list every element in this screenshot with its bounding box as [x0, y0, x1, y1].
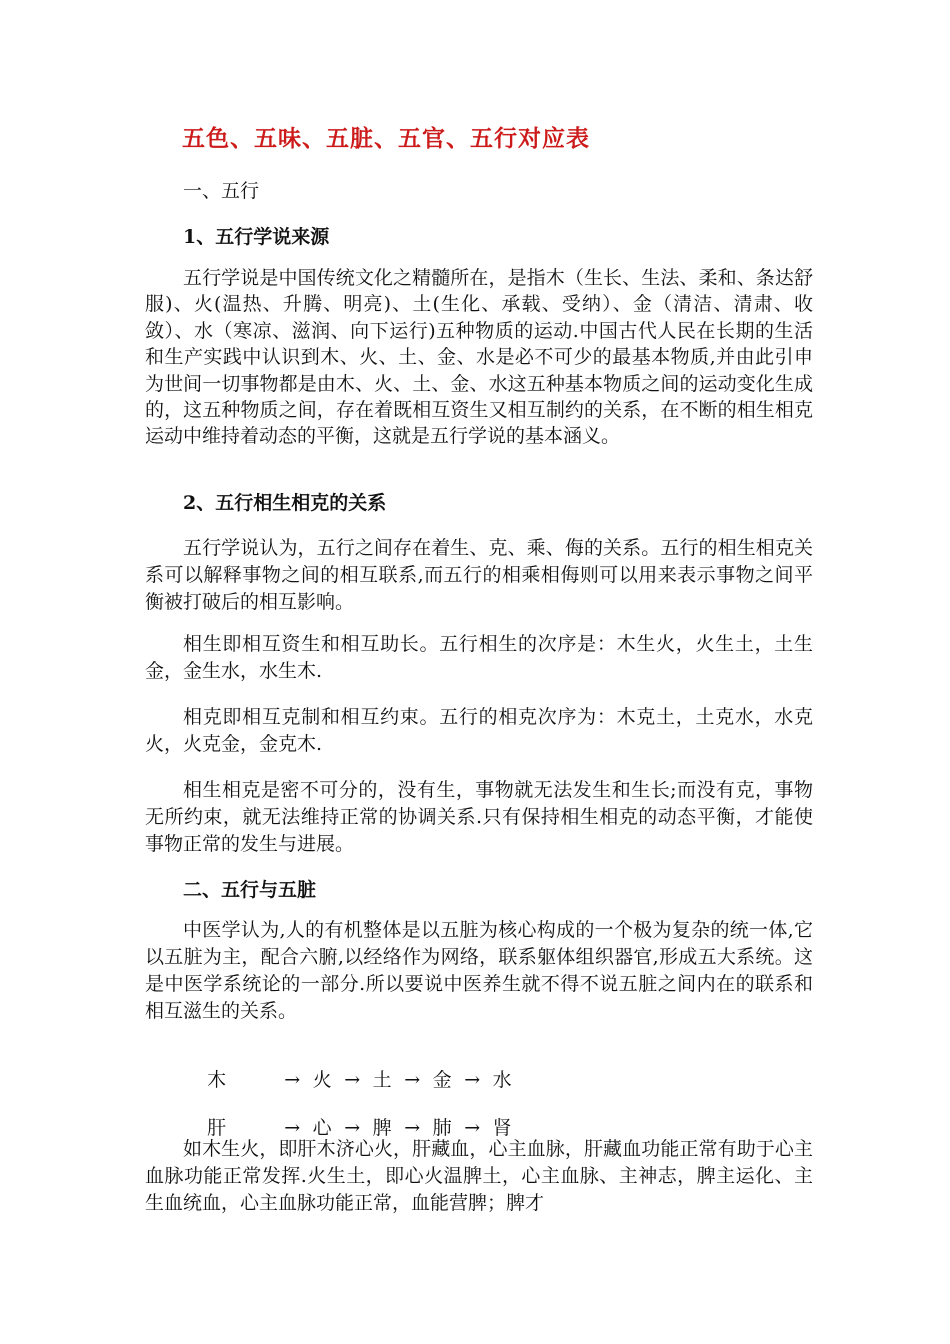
- paragraph-origin: 五行学说是中国传统文化之精髓所在，是指木（生长、生法、柔和、条达舒服)、火(温热、升腾、明亮)、土(生化、承载、受纳）、金（清洁、清肃、收敛）、水（寒凉、滋润、向下运行)五种物质的运动.中国古代人民在长期的生活和生产实践中认识到木、火、土、金、水是必不可少的最基本物质,并由此引申为世间一切事物都是由木、火、土、金、水这五种基本物质之间的运动变化生成的，这五种物质之间，存在着既相互资生又相互制约的关系，在不断的相生相克运动中维持着动态的平衡，这就是五行学说的基本涵义。: [145, 267, 813, 448]
- document-title: 五色、五味、五脏、五官、五行对应表: [182, 125, 590, 152]
- subheading-origin: 1、五行学说来源: [183, 226, 330, 248]
- chain-organ: 肝: [207, 1117, 227, 1139]
- arrow-icon: →: [284, 1117, 301, 1139]
- subheading-relations: 2、五行相生相克的关系: [183, 492, 387, 514]
- chain-organ: 脾: [372, 1117, 392, 1139]
- chain-element: 水: [492, 1069, 512, 1091]
- paragraph-generation: 相生即相互资生和相互助长。五行相生的次序是：木生火，火生土，土生金，金生水，水生木.: [145, 633, 813, 682]
- paragraph-relations: 五行学说认为，五行之间存在着生、克、乘、侮的关系。五行的相生相克关系可以解释事物之间的相互联系,而五行的相乘相侮则可以用来表示事物之间平衡被打破后的相互影响。: [145, 537, 813, 613]
- arrow-icon: →: [404, 1117, 421, 1139]
- chain-element: 木: [207, 1069, 227, 1091]
- chain-organ: 肺: [432, 1117, 452, 1139]
- chain-element: 土: [372, 1069, 392, 1091]
- section-heading-wuxing: 一、五行: [183, 180, 260, 202]
- arrow-icon: →: [284, 1069, 301, 1091]
- arrow-icon: →: [464, 1117, 481, 1139]
- paragraph-organ-generation: 如木生火，即肝木济心火，肝藏血，心主血脉，肝藏血功能正常有助于心主血脉功能正常发挥.火生土，即心火温脾土，心主血脉、主神志，脾主运化、主生血统血，心主血脉功能正常，血能营脾；脾才: [145, 1138, 813, 1214]
- paragraph-organs: 中医学认为,人的有机整体是以五脏为核心构成的一个极为复杂的统一体,它以五脏为主，配合六腑,以经络作为网络，联系躯体组织器官,形成五大系统。这是中医学系统论的一部分.所以要说中医养生就不得不说五脏之间内在的联系和相互滋生的关系。: [145, 919, 813, 1022]
- paragraph-restriction: 相克即相互克制和相互约束。五行的相克次序为：木克土，土克水，水克火，火克金，金克木.: [145, 706, 813, 755]
- chain-organ: 心: [312, 1117, 332, 1139]
- arrow-icon: →: [344, 1117, 361, 1139]
- chain-element: 火: [312, 1069, 332, 1091]
- chain-organ: 肾: [492, 1117, 512, 1139]
- chain-element: 金: [432, 1069, 452, 1091]
- arrow-icon: →: [404, 1069, 421, 1091]
- arrow-icon: →: [344, 1069, 361, 1091]
- section-heading-organs: 二、五行与五脏: [183, 879, 317, 901]
- paragraph-balance: 相生相克是密不可分的，没有生，事物就无法发生和生长;而没有克，事物无所约束，就无法维持正常的协调关系.只有保持相生相克的动态平衡，才能使事物正常的发生与进展。: [145, 779, 813, 855]
- arrow-icon: →: [464, 1069, 481, 1091]
